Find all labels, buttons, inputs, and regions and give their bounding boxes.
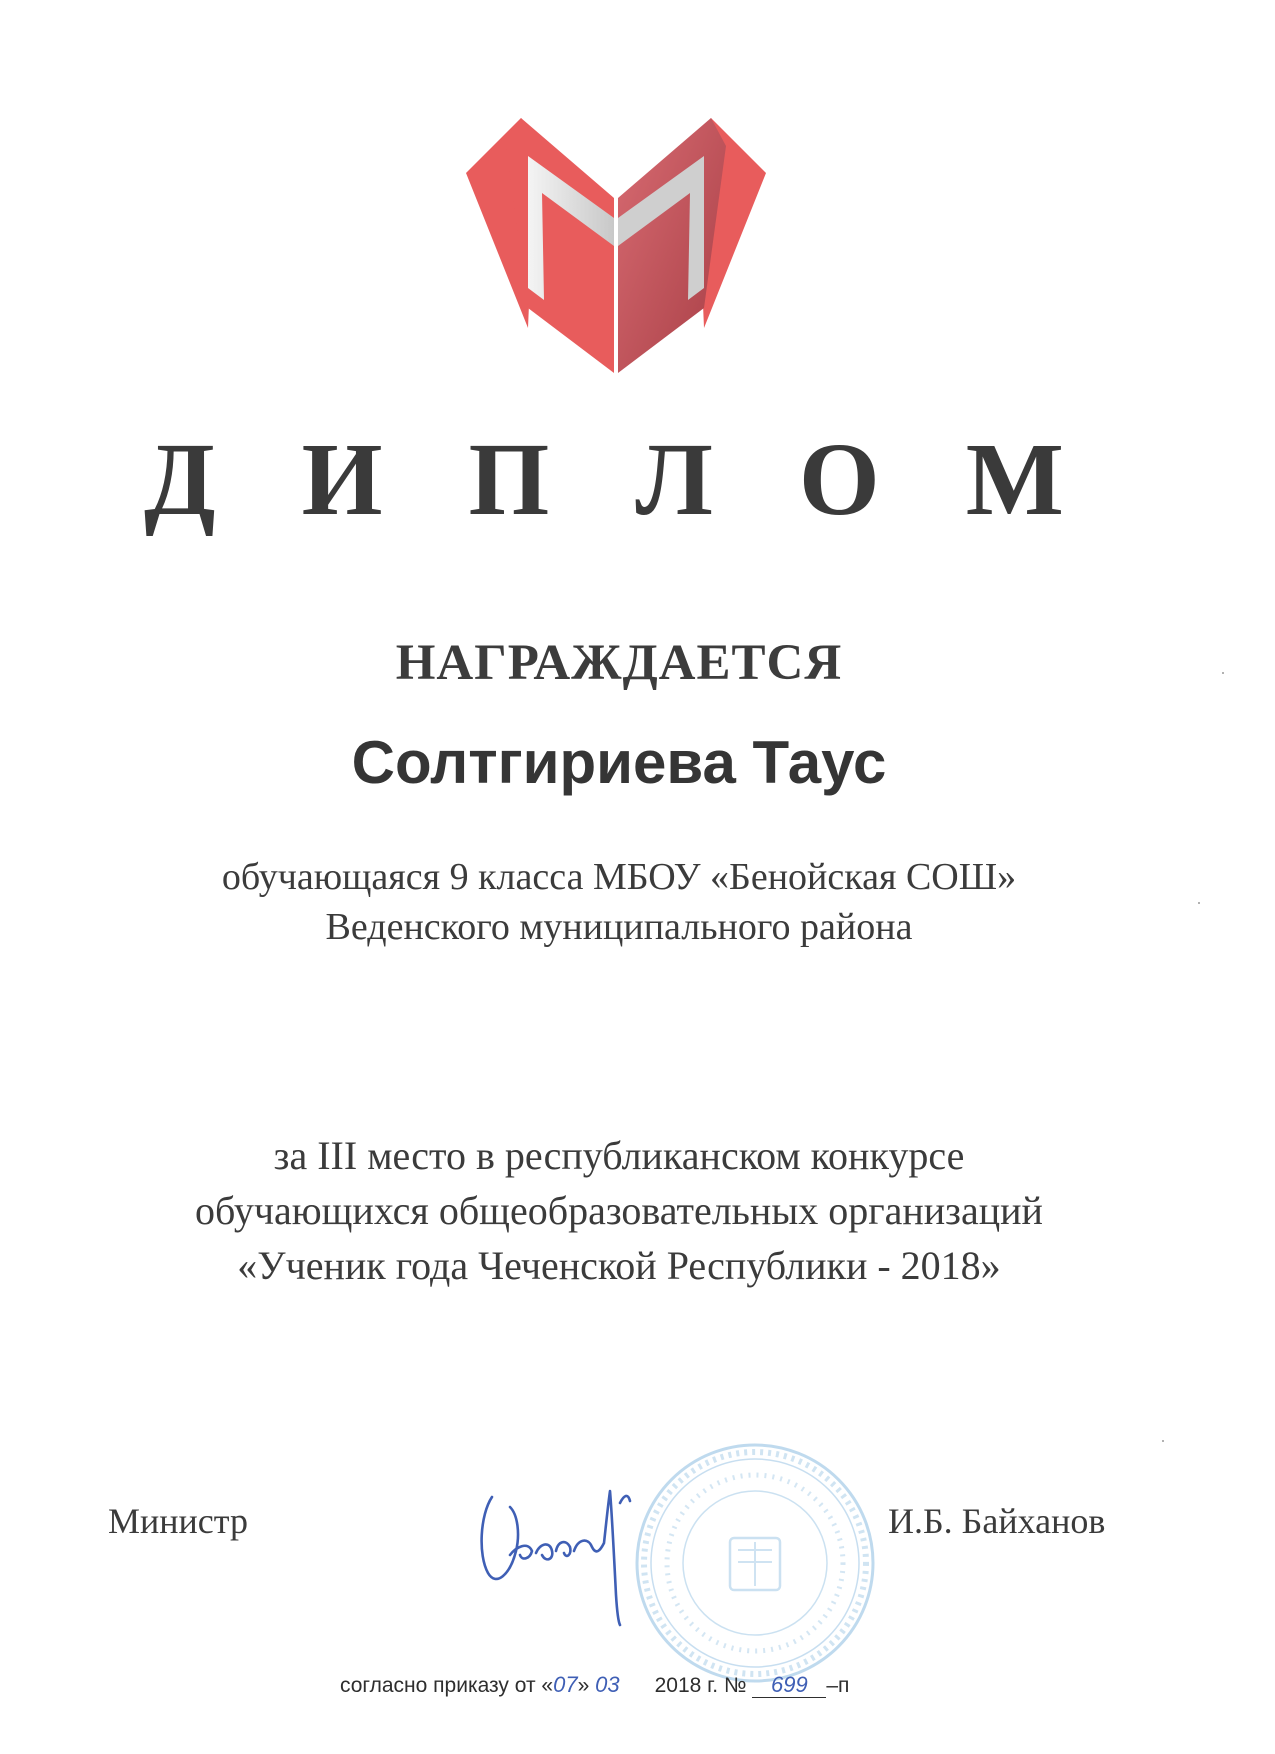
order-suffix: –п	[826, 1674, 850, 1697]
reason-line: «Ученик года Чеченской Республики - 2018»	[237, 1243, 1001, 1288]
signatory-title: Министр	[108, 1501, 248, 1541]
signatory-name: И.Б. Байханов	[888, 1501, 1106, 1541]
description-line: Веденского муниципального района	[325, 906, 913, 948]
order-number-field	[752, 1673, 826, 1698]
award-reason	[0, 1128, 1238, 1293]
awarded-label: НАГРАЖДАЕТСЯ	[395, 635, 843, 691]
recipient-description	[0, 852, 1238, 952]
order-month: 03	[595, 1672, 620, 1697]
scan-speck	[1198, 902, 1200, 904]
scan-speck	[1222, 672, 1224, 674]
description-line: обучающаяся 9 класса МБОУ «Бенойская СОШ»	[221, 856, 1017, 898]
order-year-text: 2018 г. №	[654, 1674, 747, 1697]
official-seal-stamp-icon	[630, 1438, 880, 1688]
recipient-name: Солтгириева Таус	[351, 729, 887, 796]
handwritten-signature-icon	[470, 1455, 650, 1630]
reason-line: за III место в республиканском конкурсе	[273, 1133, 965, 1178]
diploma-title: Д И П Л О М	[144, 422, 1094, 537]
order-prefix: согласно приказу от «	[340, 1674, 554, 1697]
order-number: 699	[770, 1672, 808, 1697]
heart-m-logo-icon	[466, 118, 766, 373]
reason-line: обучающихся общеобразовательных организаций	[195, 1188, 1043, 1233]
order-day: 07	[553, 1672, 578, 1697]
order-reference	[340, 1672, 849, 1698]
order-mid: »	[577, 1674, 590, 1697]
scan-speck	[1162, 1440, 1164, 1442]
